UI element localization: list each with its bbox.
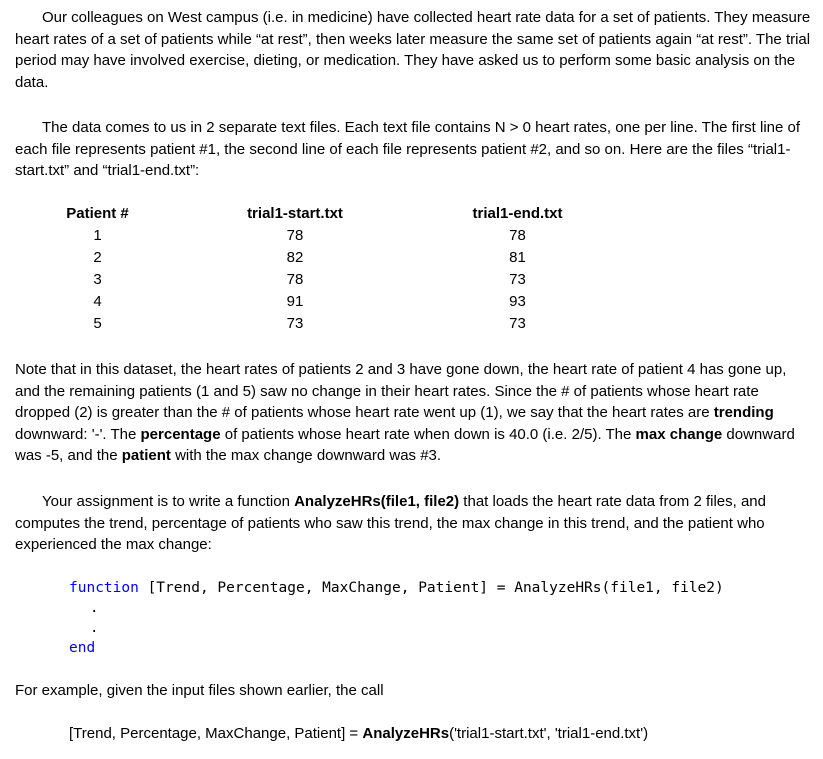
function-name: AnalyzeHRs(file1, file2) xyxy=(294,493,460,510)
code-ellipsis-dot: . xyxy=(90,620,99,636)
term-trending: trending xyxy=(713,404,774,421)
code-signature: [Trend, Percentage, MaxChange, Patient] = AnalyzeHRs(file1, file2) xyxy=(138,580,724,596)
cell-start: 91 xyxy=(286,293,304,311)
cell-end: 73 xyxy=(509,271,526,289)
term-percentage: percentage xyxy=(140,425,221,443)
code-keyword-end: end xyxy=(69,640,96,656)
assignment-text-2: that loads the heart rate data from 2 files, and computes the trend, percentage of patients who saw this trend, the max change in this trend, and the patient who experienced the max change: xyxy=(15,493,766,553)
assignment-paragraph xyxy=(15,491,815,556)
cell-end: 81 xyxy=(509,249,526,267)
term-max-change: max change xyxy=(635,425,723,443)
cell-patient: 1 xyxy=(93,227,102,245)
call-arguments: ('trial1-start.txt', 'trial1-end.txt') xyxy=(449,725,649,742)
cell-end: 78 xyxy=(509,227,526,245)
table-row xyxy=(50,225,590,247)
intro-paragraph xyxy=(15,7,815,93)
data-files-text: The data comes to us in 2 separate text files. Each text file contains N > 0 heart rates, one per line. The first line of each file represents patient #1, the second line of each file represents patient #2, and so on. Here are the files “trial1-start.txt” and “trial1-end.txt”: xyxy=(15,119,801,179)
cell-end: 93 xyxy=(509,293,526,311)
analysis-text-5: with the max change downward was #3. xyxy=(170,447,442,464)
analysis-text-1: Note that in this dataset, the heart rates of patients 2 and 3 have gone down, the heart rate of patient 4 has gone up, and the remaining patients (1 and 5) saw no change in their heart rates. Since the # of patients whose heart rate dropped (2) is greater than the # of patients whose heart rate went up (1), we say that the heart rates are xyxy=(15,361,787,421)
cell-start: 78 xyxy=(286,271,304,289)
cell-start: 73 xyxy=(286,315,304,333)
cell-end: 73 xyxy=(509,315,526,333)
cell-start: 82 xyxy=(286,249,304,267)
term-patient: patient xyxy=(121,447,171,464)
code-keyword-function: function xyxy=(69,580,139,596)
table-row xyxy=(50,247,590,269)
call-function-name: AnalyzeHRs xyxy=(362,725,450,742)
table-row xyxy=(50,313,590,335)
table-row xyxy=(50,269,590,291)
analysis-text-3: of patients whose heart rate when down is 40.0 (i.e. 2/5). The xyxy=(220,425,636,443)
cell-patient: 2 xyxy=(93,249,102,267)
call-outputs: [Trend, Percentage, MaxChange, Patient] = xyxy=(69,725,363,742)
analysis-text-2: downward: '-'. The xyxy=(15,425,141,443)
cell-start: 78 xyxy=(286,227,304,245)
table-header-row xyxy=(50,203,590,225)
cell-patient: 4 xyxy=(93,293,102,311)
cell-patient: 5 xyxy=(93,315,102,333)
data-files-paragraph xyxy=(15,117,815,182)
header-start-file: trial1-start.txt xyxy=(247,205,343,223)
header-end-file: trial1-end.txt xyxy=(472,205,563,223)
example-call xyxy=(69,723,809,745)
analysis-text-4: downward was -5, and the xyxy=(15,425,795,464)
heart-rate-table xyxy=(50,203,590,335)
cell-patient: 3 xyxy=(93,271,102,289)
header-patient: Patient # xyxy=(66,205,129,223)
example-text: For example, given the input files shown earlier, the call xyxy=(15,682,384,699)
table-row xyxy=(50,291,590,313)
example-paragraph xyxy=(15,680,815,702)
analysis-paragraph xyxy=(15,359,815,467)
code-signature-line xyxy=(69,578,724,598)
intro-text: Our colleagues on West campus (i.e. in medicine) have collected heart rate data for a set of patients. They measure heart rates of a set of patients while “at rest”, then weeks later measure the same set of patients again “at rest”. The trial period may have involved exercise, dieting, or medication. They have asked us to perform some basic analysis on the data. xyxy=(15,9,811,91)
assignment-text-1: Your assignment is to write a function xyxy=(42,493,295,510)
code-ellipsis-dot: . xyxy=(90,600,99,616)
